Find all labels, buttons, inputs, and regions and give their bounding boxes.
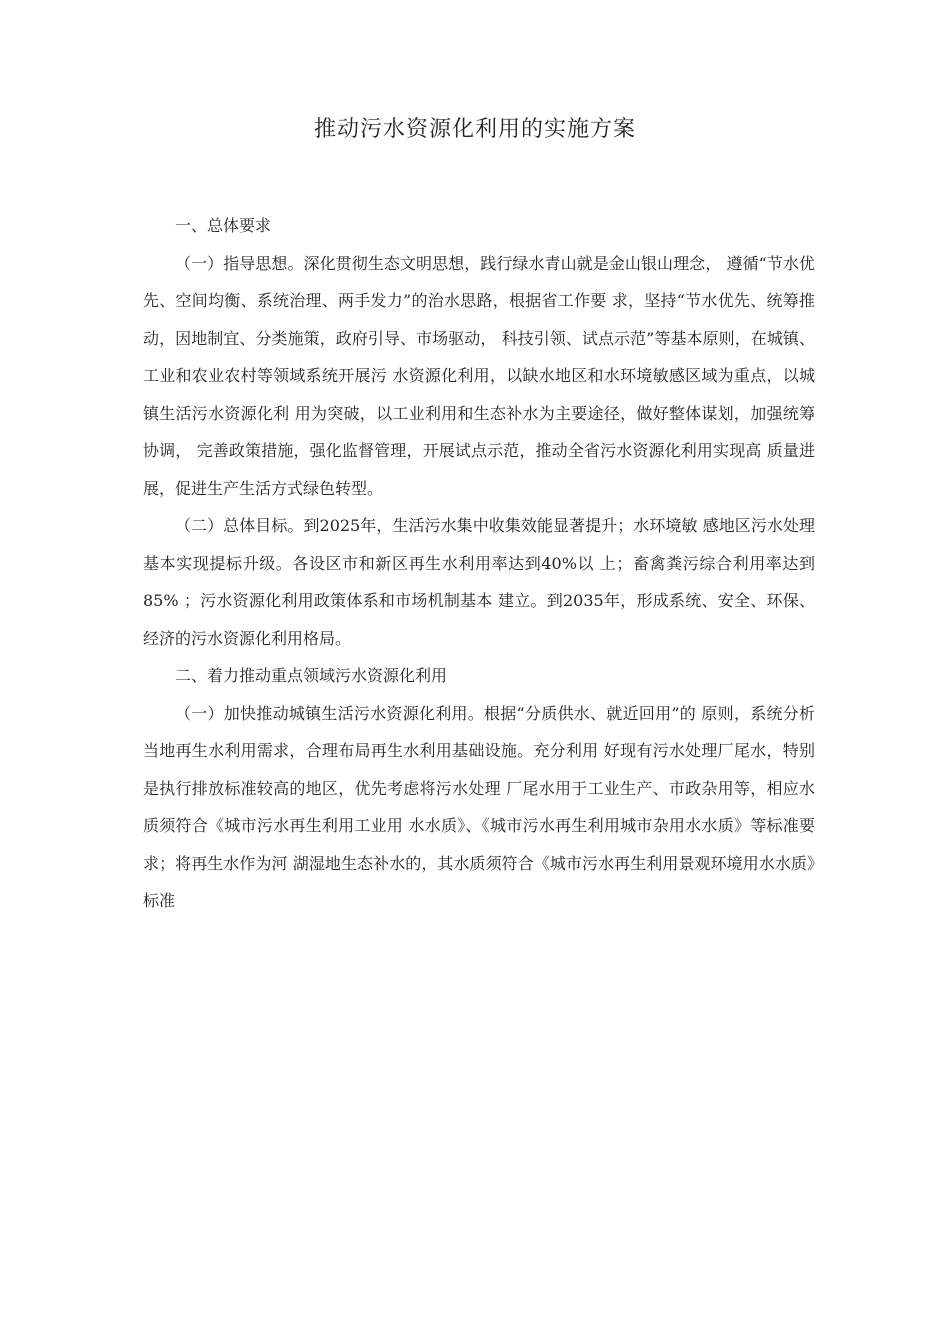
- section-heading-2: 二、着力推动重点领域污水资源化利用: [175, 666, 448, 685]
- paragraph-guiding-ideology: （一）指导思想。深化贯彻生态文明思想，践行绿水青山就是金山银山理念， 遵循“节水优先、空间均衡、系统治理、两手发力”的治水思路，根据省工作要 求，坚持“节水优先、统筹推动，因地制宜、分类施策，政府引导、市场驱动， 科技引领、试点示范”等基本原则，在城镇、工业和农业农村等领域系统开展污 水资源化利用，以缺水地区和水环境敏感区域为重点，以城镇生活污水资源化利 用为突破，以工业利用和生态补水为主要途径，做好整体谋划，加强统筹协调， 完善政策措施，强化监督管理，开展试点示范，推动全省污水资源化利用实现高 质量进展，促进生产生活方式绿色转型。: [143, 253, 815, 498]
- document-body: [143, 207, 815, 920]
- document-title: 推动污水资源化利用的实施方案: [313, 117, 636, 142]
- section-heading-1: 一、总体要求: [175, 216, 272, 235]
- paragraph-urban-sewage-reuse: （一）加快推动城镇生活污水资源化利用。根据“分质供水、就近回用”的 原则，系统分析当地再生水利用需求，合理布局再生水利用基础设施。充分利用 好现有污水处理厂尾水，特别是执行排放标准较高的地区，优先考虑将污水处理 厂尾水用于工业生产、市政杂用等，相应水质须符合《城市污水再生利用工业用 水水质》、《城市污水再生利用城市杂用水水质》等标准要求；将再生水作为河 湖湿地生态补水的，其水质须符合《城市污水再生利用景观环境用水水质》标准: [143, 703, 815, 910]
- paragraph-overall-goals: （二）总体目标。到2025年，生活污水集中收集效能显著提升；水环境敏 感地区污水处理基本实现提标升级。各设区市和新区再生水利用率达到40%以 上；畜禽粪污综合利用率达到85% ；污水资源化利用政策体系和市场机制基本 建立。到2035年，形成系统、安全、环保、经济的污水资源化利用格局。: [143, 516, 815, 648]
